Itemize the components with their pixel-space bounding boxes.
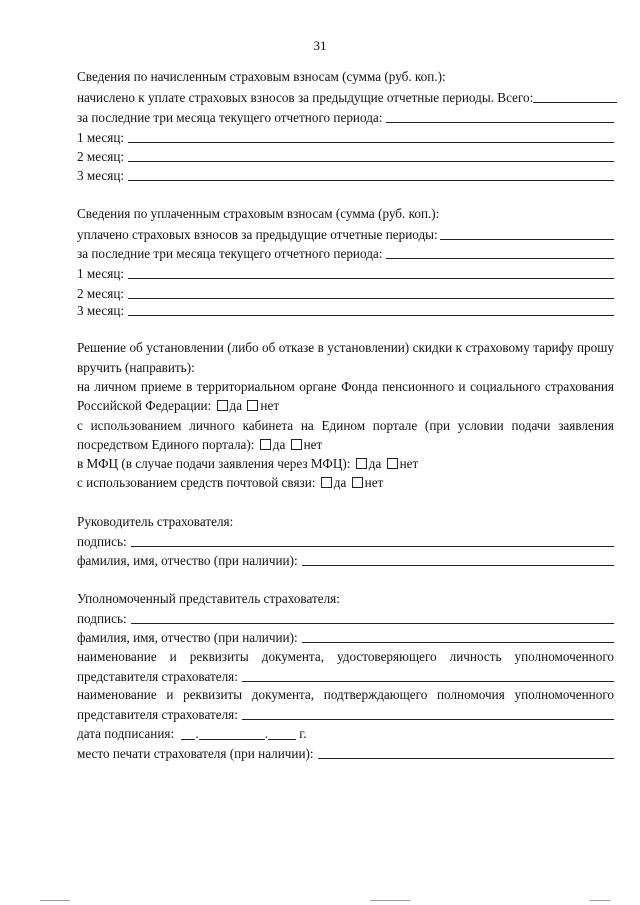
accrued-month1-label: 1 месяц: bbox=[77, 130, 125, 145]
accrued-month1-row bbox=[77, 129, 614, 145]
rep-id-doc-line1: наименование и реквизиты документа, удостоверяющего личность уполномоченного bbox=[77, 649, 614, 664]
head-fio-field[interactable] bbox=[302, 553, 614, 566]
rep-id-doc-row bbox=[77, 668, 614, 684]
accrued-last3-row bbox=[77, 109, 614, 125]
accrued-month3-row bbox=[77, 167, 614, 183]
rep-id-doc-field[interactable] bbox=[242, 669, 614, 682]
no-label: нет bbox=[260, 398, 280, 413]
paid-last3-field[interactable] bbox=[386, 246, 614, 259]
option-post-no-checkbox[interactable] bbox=[352, 477, 363, 488]
scan-artifact bbox=[590, 900, 610, 901]
rep-heading: Уполномоченный представитель страхователя: bbox=[77, 591, 340, 606]
accrued-month3-field[interactable] bbox=[128, 168, 614, 181]
paid-last3-row bbox=[77, 245, 614, 261]
no-label: нет bbox=[364, 475, 384, 490]
yes-label: да bbox=[229, 398, 243, 413]
yes-label: да bbox=[368, 456, 382, 471]
rep-fio-field[interactable] bbox=[302, 630, 614, 643]
rep-fio-label: фамилия, имя, отчество (при наличии): bbox=[77, 630, 298, 645]
option-portal-label: посредством Единого портала): bbox=[77, 437, 255, 452]
accrued-last3-field[interactable] bbox=[386, 110, 614, 123]
rep-date-row: дата подписания: . . г. bbox=[77, 726, 307, 741]
option-mfc-label: в МФЦ (в случае подачи заявления через МФЦ): bbox=[77, 456, 351, 471]
option-portal-yes-checkbox[interactable] bbox=[260, 439, 271, 450]
option-portal-line1: с использованием личного кабинета на Едином портале (при условии подачи заявления bbox=[77, 418, 614, 433]
option-office-yes-checkbox[interactable] bbox=[217, 400, 228, 411]
rep-stamp-label: место печати страхователя (при наличии): bbox=[77, 746, 314, 761]
rep-fio-row bbox=[77, 629, 614, 645]
accrued-month2-label: 2 месяц: bbox=[77, 149, 125, 164]
option-post-label: с использованием средств почтовой связи: bbox=[77, 475, 316, 490]
date-day-field[interactable] bbox=[181, 728, 195, 740]
head-signature-row bbox=[77, 533, 614, 549]
yes-label: да bbox=[272, 437, 286, 452]
paid-month2-row bbox=[77, 285, 614, 301]
paid-month1-label: 1 месяц: bbox=[77, 266, 125, 281]
year-suffix: г. bbox=[299, 726, 307, 741]
accrued-month2-field[interactable] bbox=[128, 149, 614, 162]
rep-stamp-row bbox=[77, 745, 614, 761]
accrued-heading: Сведения по начисленным страховым взносам (сумма (руб. коп.): bbox=[77, 69, 446, 84]
rep-signature-field[interactable] bbox=[131, 611, 614, 624]
accrued-month3-label: 3 месяц: bbox=[77, 168, 125, 183]
accrued-total-label: начислено к уплате страховых взносов за предыдущие отчетные периоды. Всего: bbox=[77, 90, 534, 105]
decision-line1: Решение об установлении (либо об отказе в установлении) скидки к страховому тарифу прошу bbox=[77, 340, 614, 355]
rep-auth-doc-row bbox=[77, 706, 614, 722]
paid-total-label: уплачено страховых взносов за предыдущие отчетные периоды: bbox=[77, 227, 438, 242]
paid-month3-label: 3 месяц: bbox=[77, 303, 125, 318]
yes-label: да bbox=[333, 475, 347, 490]
rep-signature-label: подпись: bbox=[77, 611, 127, 626]
paid-month3-field[interactable] bbox=[128, 303, 614, 316]
paid-month2-field[interactable] bbox=[128, 286, 614, 299]
rep-auth-doc-line1: наименование и реквизиты документа, подтверждающего полномочия уполномоченного bbox=[77, 687, 614, 702]
head-fio-row bbox=[77, 552, 614, 568]
rep-auth-doc-field[interactable] bbox=[242, 707, 614, 720]
scan-artifact bbox=[40, 900, 70, 901]
option-office-line2 bbox=[77, 398, 614, 414]
paid-total-field[interactable] bbox=[440, 227, 614, 240]
date-month-field[interactable] bbox=[199, 728, 265, 740]
head-signature-field[interactable] bbox=[131, 534, 614, 547]
option-portal-line2 bbox=[77, 437, 614, 453]
accrued-last3-label: за последние три месяца текущего отчетного периода: bbox=[77, 110, 383, 125]
paid-month3-row bbox=[77, 302, 614, 318]
rep-auth-doc-label: представителя страхователя: bbox=[77, 707, 238, 722]
date-year-field[interactable] bbox=[268, 728, 296, 740]
option-office-label: Российской Федерации: bbox=[77, 398, 212, 413]
paid-heading: Сведения по уплаченным страховым взносам (сумма (руб. коп.): bbox=[77, 206, 440, 221]
paid-month1-row bbox=[77, 265, 614, 281]
accrued-month1-field[interactable] bbox=[128, 130, 614, 143]
paid-total-row bbox=[77, 226, 614, 242]
option-mfc-row bbox=[77, 456, 614, 472]
option-office-no-checkbox[interactable] bbox=[247, 400, 258, 411]
paid-last3-label: за последние три месяца текущего отчетного периода: bbox=[77, 246, 383, 261]
head-heading: Руководитель страхователя: bbox=[77, 514, 234, 529]
option-mfc-yes-checkbox[interactable] bbox=[356, 458, 367, 469]
paid-month1-field[interactable] bbox=[128, 266, 614, 279]
option-office-line1: на личном приеме в территориальном органе Фонда пенсионного и социального страхования bbox=[77, 379, 614, 394]
rep-id-doc-label: представителя страхователя: bbox=[77, 669, 238, 684]
rep-stamp-field[interactable] bbox=[318, 746, 614, 759]
head-fio-label: фамилия, имя, отчество (при наличии): bbox=[77, 553, 298, 568]
accrued-month2-row bbox=[77, 148, 614, 164]
decision-line2: вручить (направить): bbox=[77, 360, 195, 375]
paid-month2-label: 2 месяц: bbox=[77, 286, 125, 301]
option-portal-no-checkbox[interactable] bbox=[291, 439, 302, 450]
option-mfc-no-checkbox[interactable] bbox=[387, 458, 398, 469]
rep-signature-row bbox=[77, 610, 614, 626]
accrued-total-field[interactable] bbox=[533, 90, 617, 103]
scan-artifact bbox=[370, 900, 410, 901]
head-signature-label: подпись: bbox=[77, 534, 127, 549]
accrued-total-row bbox=[77, 89, 614, 105]
page-number: 31 bbox=[313, 38, 327, 53]
no-label: нет bbox=[303, 437, 323, 452]
no-label: нет bbox=[399, 456, 419, 471]
rep-date-label: дата подписания: bbox=[77, 726, 175, 741]
option-post-row bbox=[77, 475, 614, 491]
option-post-yes-checkbox[interactable] bbox=[321, 477, 332, 488]
